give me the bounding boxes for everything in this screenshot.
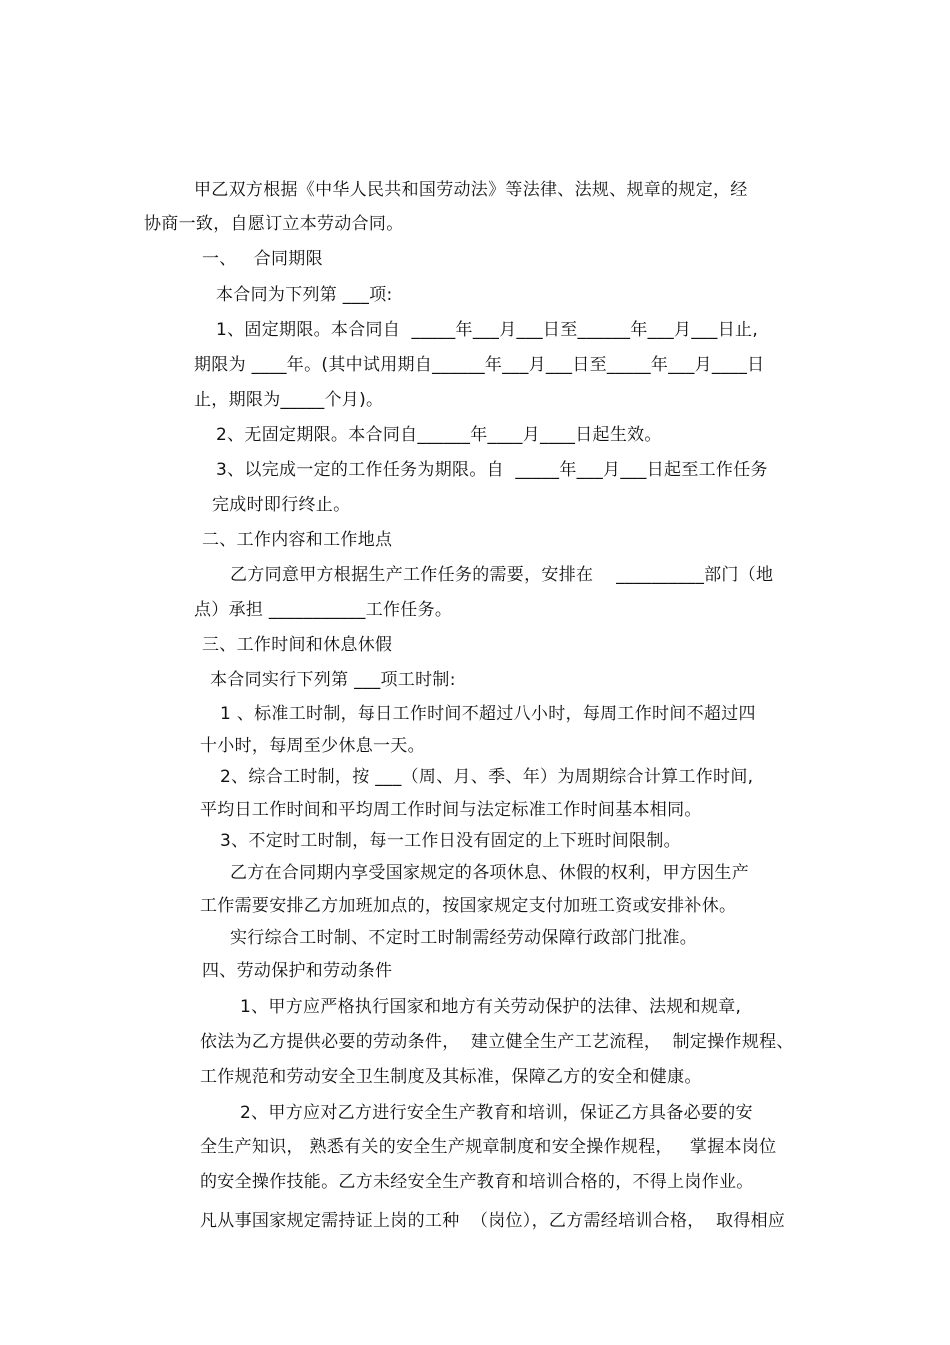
- paragraph-line: 3、不定时工时制，每一工作日没有固定的上下班时间限制。: [220, 831, 681, 851]
- paragraph-line: 完成时即行终止。: [212, 495, 351, 515]
- paragraph-line: 期限为 ____年。(其中试用期自______年___月___日至_____年___月____日: [194, 355, 765, 375]
- paragraph-line: 凡从事国家规定需持证上岗的工种 （岗位），乙方需经培训合格， 取得相应: [200, 1211, 786, 1231]
- paragraph-line: 2、无固定期限。本合同自______年____月____日起生效。: [216, 425, 662, 445]
- paragraph-line: 3、以完成一定的工作任务为期限。自 _____年___月___日起至工作任务: [216, 460, 768, 480]
- paragraph-line: 平均日工作时间和平均周工作时间与法定标准工作时间基本相同。: [200, 800, 702, 820]
- paragraph-line: 点）承担 ___________工作任务。: [194, 600, 453, 620]
- paragraph-line: 2、甲方应对乙方进行安全生产教育和培训，保证乙方具备必要的安: [240, 1103, 753, 1123]
- paragraph-line: 本合同为下列第 ___项:: [216, 285, 393, 305]
- section-heading: 三、工作时间和休息休假: [202, 635, 393, 655]
- paragraph-line: 协商一致，自愿订立本劳动合同。: [144, 214, 404, 234]
- paragraph-line: 工作需要安排乙方加班加点的，按国家规定支付加班工资或安排补休。: [200, 896, 737, 916]
- paragraph-line: 甲乙双方根据《中华人民共和国劳动法》等法律、法规、规章的规定，经: [194, 180, 748, 200]
- paragraph-line: 2、综合工时制，按 ___（周、月、季、年）为周期综合计算工作时间,: [220, 767, 754, 787]
- paragraph-line: 止，期限为_____个月)。: [194, 390, 384, 410]
- paragraph-line: 的安全操作技能。乙方未经安全生产教育和培训合格的，不得上岗作业。: [200, 1172, 754, 1192]
- paragraph-line: 实行综合工时制、不定时工时制需经劳动保障行政部门批准。: [230, 928, 698, 948]
- paragraph-line: 依法为乙方提供必要的劳动条件， 建立健全生产工艺流程， 制定操作规程、: [200, 1032, 794, 1052]
- section-heading: 四、劳动保护和劳动条件: [202, 961, 393, 981]
- paragraph-line: 1、固定期限。本合同自 _____年___月___日至______年___月___日止,: [216, 320, 759, 340]
- paragraph-line: 全生产知识， 熟悉有关的安全生产规章制度和安全操作规程， 掌握本岗位: [200, 1137, 777, 1157]
- paragraph-line: 十小时，每周至少休息一天。: [200, 736, 425, 756]
- paragraph-line: 工作规范和劳动安全卫生制度及其标准，保障乙方的安全和健康。: [200, 1067, 702, 1087]
- paragraph-line: 1、甲方应严格执行国家和地方有关劳动保护的法律、法规和规章,: [240, 997, 742, 1017]
- paragraph-line: 本合同实行下列第 ___项工时制:: [210, 670, 456, 690]
- paragraph-line: 乙方同意甲方根据生产工作任务的需要，安排在 __________部门（地: [230, 565, 774, 585]
- section-heading: 二、工作内容和工作地点: [202, 530, 393, 550]
- paragraph-line: 乙方在合同期内享受国家规定的各项休息、休假的权利，甲方因生产: [230, 863, 749, 883]
- paragraph-line: 1 、标准工时制，每日工作时间不超过八小时，每周工作时间不超过四: [220, 704, 756, 724]
- section-heading: 一、 合同期限: [202, 249, 323, 269]
